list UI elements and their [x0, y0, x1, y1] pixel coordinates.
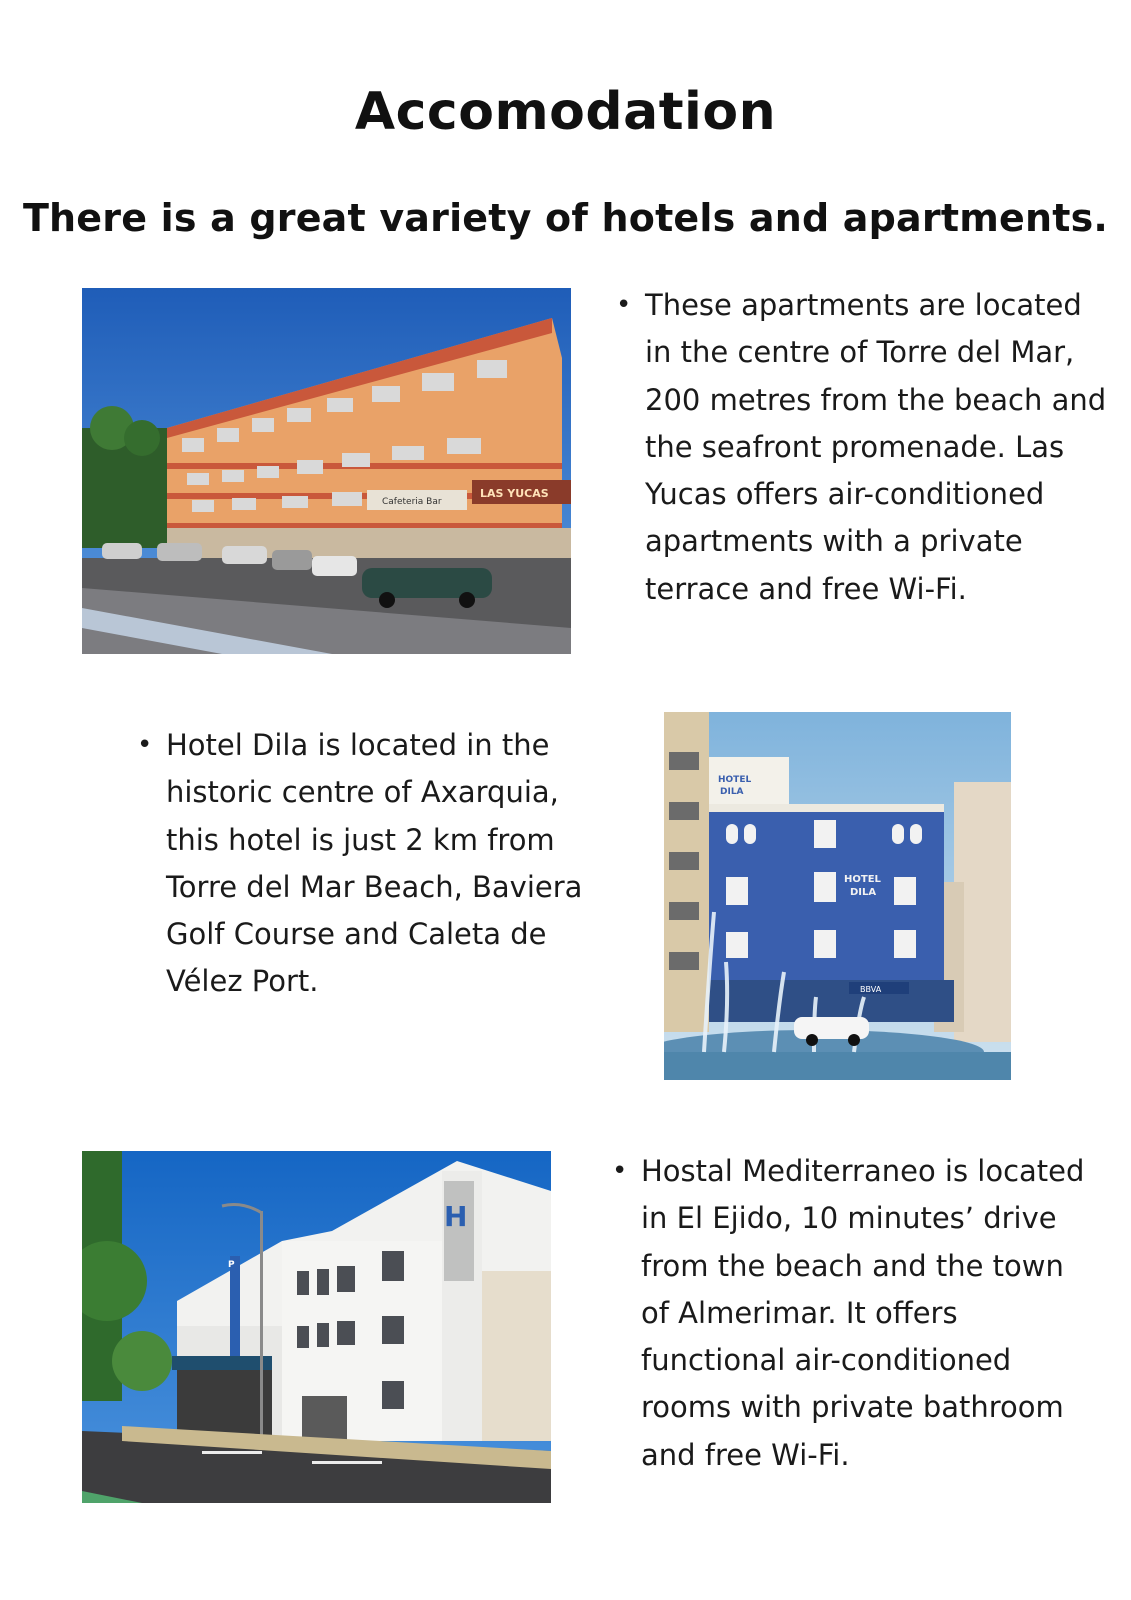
hotel-dila-description — [137, 722, 617, 1006]
page-title: Accomodation — [354, 82, 777, 142]
dila-facade-sign-hotel: HOTEL — [844, 874, 881, 885]
page-subtitle: There is a great variety of hotels and apartments. — [22, 196, 1109, 240]
dila-facade-sign-name: DILA — [850, 887, 877, 898]
hotel-dila-text: • Hotel Dila is located in the historic centre of Axarquia, this hotel is just 2 km from Torre del Mar Beach, Baviera Golf Course and Caleta de Vélez Port. — [137, 722, 617, 1006]
bbva-sign: BBVA — [860, 985, 882, 994]
las-yucas-description — [616, 282, 1116, 613]
dila-top-sign-name: DILA — [720, 787, 744, 797]
cafeteria-sign: Cafeteria Bar — [382, 497, 442, 507]
hotel-dila-photo — [664, 712, 1011, 1080]
dila-top-sign-hotel: HOTEL — [718, 775, 752, 785]
hostal-mediterraneo-text: • Hostal Mediterraneo is located in El Ejido, 10 minutes’ drive from the beach and the town of Almerimar. It offers functional air-conditioned rooms with private bathroom and free Wi-Fi. — [612, 1148, 1092, 1479]
hostal-mediterraneo-description — [612, 1148, 1092, 1479]
las-yucas-sign: LAS YUCAS — [480, 487, 549, 500]
parking-sign: P — [228, 1260, 235, 1270]
hotel-h-sign: H — [444, 1200, 468, 1233]
hostal-mediterraneo-photo — [82, 1151, 551, 1503]
las-yucas-text: • These apartments are located in the centre of Torre del Mar, 200 metres from the beach and the seafront promenade. Las Yucas offers air-conditioned apartments with a private terrace and free Wi-Fi. — [616, 282, 1116, 613]
las-yucas-photo — [82, 288, 571, 654]
